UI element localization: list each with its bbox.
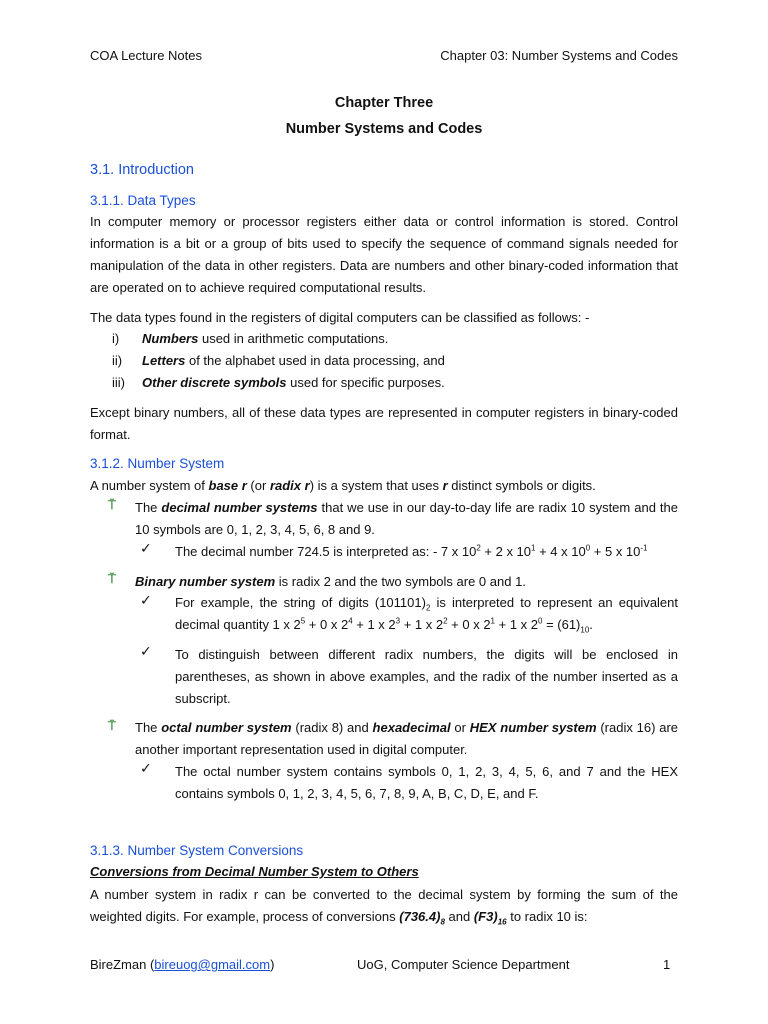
header-left: COA Lecture Notes — [90, 48, 202, 63]
list-rest: used for specific purposes. — [286, 375, 445, 390]
list-bold: Other discrete symbols — [142, 375, 287, 390]
section-3-1-1-heading: 3.1.1. Data Types — [90, 193, 196, 208]
list-item — [112, 372, 445, 394]
check-icon: ✓ — [140, 592, 152, 608]
check-decimal-interpretation: The decimal number 724.5 is interpreted as: - 7 x $10^2 + 2$ x $10^1 + 4$ x $10^0 + 5$ x $10^{-1}$ — [175, 543, 648, 559]
list-bold: Numbers — [142, 331, 199, 346]
paragraph-classification: The data types found in the registers of digital computers can be classified as follows: - — [90, 310, 590, 325]
list-bold: Letters — [142, 353, 186, 368]
bullet-icon: ⍑ — [108, 497, 116, 512]
paragraph-binary-coded: Except binary numbers, all of these data types are represented in computer registers in binary-coded format. — [90, 405, 678, 442]
section-3-1-3-heading: 3.1.3. Number System Conversions — [90, 843, 304, 858]
list-number: iii) — [112, 375, 125, 390]
subheading-conversions: Conversions from Decimal Number System to Others — [90, 864, 419, 879]
paragraph-data-types: In computer memory or processor registers either data or control information is stored. Control information is a bit or a group of bits used to specify the sequence of command signals needed for manipulation of the data in other registers. Data are numbers and other binary-coded information that are operated on to achieve required computational results. — [90, 214, 678, 295]
bullet-icon: ⍑ — [108, 571, 116, 586]
check-binary-example: For example, the string of digits $(101101)_2$ is interpreted to represent an equivalent decimal quantity 1 x $2^5 + 0$ x $2^4 + 1$ x $2^3 + 1$ x $2^2 + 0$ x $2^1 + 1$ x $2^0 = (61)_{10}$. — [175, 595, 679, 635]
list-rest: of the alphabet used in data processing, and — [185, 353, 445, 368]
list-number: ii) — [112, 353, 123, 368]
email-link[interactable]: bireuog@gmail.com — [154, 957, 271, 972]
check-octal-hex-symbols: The octal number system contains symbols 0, 1, 2, 3, 4, 5, 6, and 7 and the HEX contains symbols 0, 1, 2, 3, 4, 5, 6, 7, 8, 9, A, B, C, D, E, and F. — [175, 764, 678, 801]
chapter-subtitle: Number Systems and Codes — [285, 121, 483, 137]
bullet-decimal: The decimal number systems that we use in our day-to-day life are radix 10 system and the 10 symbols are 0, 1, 2, 3, 4, 5, 6, 8 and 9. — [135, 500, 678, 537]
check-icon: ✓ — [140, 540, 152, 556]
list-item — [112, 350, 445, 372]
chapter-title: Chapter Three — [334, 95, 434, 111]
check-icon: ✓ — [140, 643, 152, 659]
bullet-binary: Binary number system is radix 2 and the two symbols are 0 and 1. — [135, 574, 526, 589]
page-number: 1 — [663, 957, 671, 972]
list-number: i) — [112, 331, 120, 346]
list-item — [112, 328, 388, 350]
check-radix-notation: To distinguish between different radix numbers, the digits will be enclosed in parentheses, as shown in above examples, and the radix of the number inserted as a subscript. — [175, 647, 678, 706]
paragraph-number-system: A number system of base r (or radix r) is a system that uses r distinct symbols or digits. — [90, 478, 596, 493]
header-right: Chapter 03: Number Systems and Codes — [440, 48, 678, 63]
bullet-icon: ⍑ — [108, 718, 116, 733]
section-3-1-heading: 3.1. Introduction — [90, 162, 194, 178]
footer-author: BireZman (bireuog@gmail.com) — [90, 957, 275, 972]
bullet-octal-hex: The octal number system (radix 8) and hexadecimal or HEX number system (radix 16) are another important representation used in digital computer. — [135, 720, 679, 757]
footer-department: UoG, Computer Science Department — [357, 957, 570, 972]
section-3-1-2-heading: 3.1.2. Number System — [90, 456, 225, 471]
list-rest: used in arithmetic computations. — [198, 331, 389, 346]
check-icon: ✓ — [140, 760, 152, 776]
paragraph-conversion: A number system in radix r can be converted to the decimal system by forming the sum of the weighted digits. For example, process of conversions $(736.4)_8$ and $(F3)_{16}$ to radix 10 is: — [90, 887, 678, 927]
